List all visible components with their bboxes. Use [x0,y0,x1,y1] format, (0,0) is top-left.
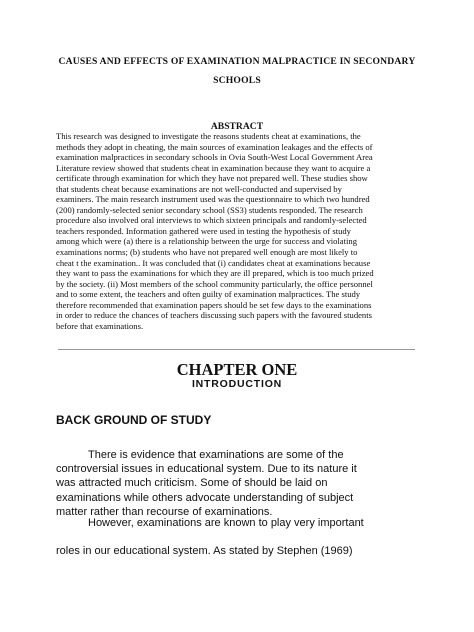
paragraph-line: controversial issues in educational system. Due to its nature it [56,463,357,476]
body-paragraph [56,448,436,519]
abstract-line: certificate through examination for which they have not prepared well. These studies show [56,173,368,184]
horizontal-divider [58,349,415,350]
abstract-line: examinations norms; (b) students who have not prepared well enough are most likely to [56,247,358,258]
abstract-line: among which were (a) there is a relationship between the urge for success and violating [56,236,357,247]
abstract-line: This research was designed to investigate the reasons students cheat at examinations, the [56,131,361,141]
abstract-line: in order to reduce the chances of teachers discussing such papers with the favoured students [56,310,372,321]
document-title-line-2: SCHOOLS [213,75,261,86]
paragraph-line: examinations while others advocate understanding of subject [56,491,354,504]
paragraph-line: There is evidence that examinations are some of the [88,449,344,461]
chapter-title: CHAPTER ONE [176,360,298,379]
abstract-line: teachers responded. Information gathered were used in testing the hypothesis of study [56,225,351,236]
paragraph-line: matter rather than recourse of examinations. [56,505,273,518]
section-heading: BACK GROUND OF STUDY [56,413,212,427]
abstract-line: examiners. The main research instrument used was the questionnaire to which two hundred [56,194,370,205]
abstract-heading: ABSTRACT [210,121,264,132]
document-title-line-1: CAUSES AND EFFECTS OF EXAMINATION MALPRACTICE IN SECONDARY [58,56,416,67]
abstract-line: and to some extent, the teachers and often guilty of examination malpractices. The study [56,289,361,300]
paragraph-line: was attracted much criticism. Some of should be laid on [56,477,328,490]
paragraph-line: roles in our educational system. As stated by Stephen (1969) [56,545,353,557]
abstract-line: therefore recommended that examination papers should be set few days to the examinations [56,299,372,310]
paragraph-line: However, examinations are known to play very important [88,517,364,529]
abstract-line: examination malpractices in secondary schools in Ovia South-West Local Government Area [56,152,373,163]
abstract-line: they want to pass the examinations for which they are ill prepared, which is too much prized [56,268,374,279]
abstract-line: (200) randomly-selected senior secondary school (SS3) students responded. The research [56,204,363,215]
abstract-line: procedure also involved oral interviews to which sixteen principals and randomly-selected [56,215,367,226]
abstract-line: that students cheat because examinations are not well-conducted and supervised by [56,183,342,194]
abstract-line: Literature review showed that students cheat in examination because they want to acquire a [56,162,371,173]
abstract-line: before that examinations. [56,320,144,331]
abstract-line: methods they adopt in cheating, the main sources of examination leakages and the effects of [56,141,373,152]
abstract-line: by the society. (ii) Most members of the school community particularly, the office personnel [56,278,373,289]
chapter-subtitle: INTRODUCTION [191,378,283,390]
abstract-body [56,131,428,331]
abstract-line: cheat t the examination.. It was concluded that (i) candidates cheat at examinations because [56,257,371,268]
